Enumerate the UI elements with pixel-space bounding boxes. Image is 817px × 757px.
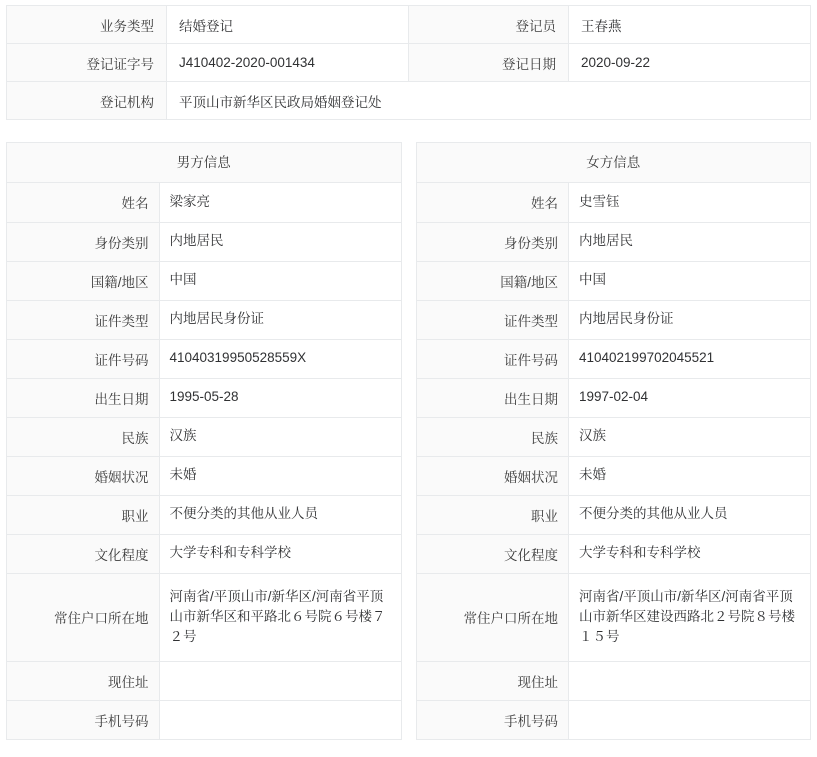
table-row [417, 534, 811, 573]
table-row [417, 300, 811, 339]
female-value-nationality: 中国 [569, 261, 811, 300]
table-row [7, 378, 401, 417]
summary-label-register-date: 登记日期 [409, 44, 569, 82]
table-row [417, 378, 811, 417]
table-row [7, 300, 401, 339]
male-value-education: 大学专科和专科学校 [159, 534, 401, 573]
female-value-mobile [569, 700, 811, 739]
male-value-identity-type: 内地居民 [159, 222, 401, 261]
male-value-mobile [159, 700, 401, 739]
summary-value-certificate-no: J410402-2020-001434 [167, 44, 409, 82]
male-value-marital-status: 未婚 [159, 456, 401, 495]
female-label-occupation: 职业 [417, 495, 569, 534]
summary-label-certificate-no: 登记证字号 [7, 44, 167, 82]
female-value-household-address: 河南省/平顶山市/新华区/河南省平顶山市新华区建设西路北２号院８号楼１５号 [569, 573, 811, 661]
table-row [417, 661, 811, 700]
table-row [7, 261, 401, 300]
male-label-nationality: 国籍/地区 [7, 261, 159, 300]
male-label-birth-date: 出生日期 [7, 378, 159, 417]
female-label-id-type: 证件类型 [417, 300, 569, 339]
male-label-marital-status: 婚姻状况 [7, 456, 159, 495]
female-label-household-address: 常住户口所在地 [417, 573, 569, 661]
table-row [417, 495, 811, 534]
table-row [417, 339, 811, 378]
female-value-marital-status: 未婚 [569, 456, 811, 495]
panel-title-female: 女方信息 [417, 143, 811, 183]
table-row [417, 456, 811, 495]
summary-table [6, 5, 811, 120]
male-label-name: 姓名 [7, 183, 159, 222]
female-label-marital-status: 婚姻状况 [417, 456, 569, 495]
table-row [7, 417, 401, 456]
female-info-table [417, 183, 811, 740]
summary-label-registrar: 登记员 [409, 6, 569, 44]
table-row [7, 456, 401, 495]
female-label-ethnicity: 民族 [417, 417, 569, 456]
male-value-name: 梁家亮 [159, 183, 401, 222]
table-row [7, 44, 811, 82]
male-value-nationality: 中国 [159, 261, 401, 300]
panel-female-info [416, 142, 812, 740]
summary-label-business-type: 业务类型 [7, 6, 167, 44]
male-info-table [7, 183, 401, 740]
table-row [7, 661, 401, 700]
summary-value-register-date: 2020-09-22 [569, 44, 811, 82]
party-panels [6, 142, 811, 740]
table-row [7, 222, 401, 261]
male-value-household-address: 河南省/平顶山市/新华区/河南省平顶山市新华区和平路北６号院６号楼７２号 [159, 573, 401, 661]
table-row [7, 339, 401, 378]
male-label-occupation: 职业 [7, 495, 159, 534]
male-label-current-address: 现住址 [7, 661, 159, 700]
summary-value-agency: 平顶山市新华区民政局婚姻登记处 [167, 82, 811, 120]
panel-male-info [6, 142, 402, 740]
male-label-education: 文化程度 [7, 534, 159, 573]
female-label-id-number: 证件号码 [417, 339, 569, 378]
female-value-id-number: 410402199702045521 [569, 339, 811, 378]
table-row [417, 573, 811, 661]
table-row [7, 495, 401, 534]
table-row [417, 417, 811, 456]
female-value-id-type: 内地居民身份证 [569, 300, 811, 339]
female-label-education: 文化程度 [417, 534, 569, 573]
female-value-name: 史雪钰 [569, 183, 811, 222]
table-row [417, 183, 811, 222]
table-row [7, 82, 811, 120]
table-row [417, 700, 811, 739]
female-label-nationality: 国籍/地区 [417, 261, 569, 300]
table-row [417, 222, 811, 261]
female-value-identity-type: 内地居民 [569, 222, 811, 261]
male-label-id-number: 证件号码 [7, 339, 159, 378]
summary-value-registrar: 王春燕 [569, 6, 811, 44]
female-label-birth-date: 出生日期 [417, 378, 569, 417]
male-value-current-address [159, 661, 401, 700]
table-row [7, 573, 401, 661]
male-value-occupation: 不便分类的其他从业人员 [159, 495, 401, 534]
panel-title-male: 男方信息 [7, 143, 401, 183]
male-label-ethnicity: 民族 [7, 417, 159, 456]
male-value-ethnicity: 汉族 [159, 417, 401, 456]
male-value-id-number: 41040319950528559X [159, 339, 401, 378]
female-value-ethnicity: 汉族 [569, 417, 811, 456]
female-value-current-address [569, 661, 811, 700]
table-row [7, 700, 401, 739]
summary-label-agency: 登记机构 [7, 82, 167, 120]
female-label-mobile: 手机号码 [417, 700, 569, 739]
marriage-registration-record [0, 5, 817, 740]
table-row [7, 183, 401, 222]
male-label-identity-type: 身份类别 [7, 222, 159, 261]
male-label-mobile: 手机号码 [7, 700, 159, 739]
male-label-id-type: 证件类型 [7, 300, 159, 339]
table-row [7, 6, 811, 44]
male-value-id-type: 内地居民身份证 [159, 300, 401, 339]
table-row [417, 261, 811, 300]
summary-value-business-type: 结婚登记 [167, 6, 409, 44]
table-row [7, 534, 401, 573]
female-value-education: 大学专科和专科学校 [569, 534, 811, 573]
female-label-current-address: 现住址 [417, 661, 569, 700]
female-label-identity-type: 身份类别 [417, 222, 569, 261]
male-value-birth-date: 1995-05-28 [159, 378, 401, 417]
female-value-occupation: 不便分类的其他从业人员 [569, 495, 811, 534]
female-value-birth-date: 1997-02-04 [569, 378, 811, 417]
female-label-name: 姓名 [417, 183, 569, 222]
male-label-household-address: 常住户口所在地 [7, 573, 159, 661]
